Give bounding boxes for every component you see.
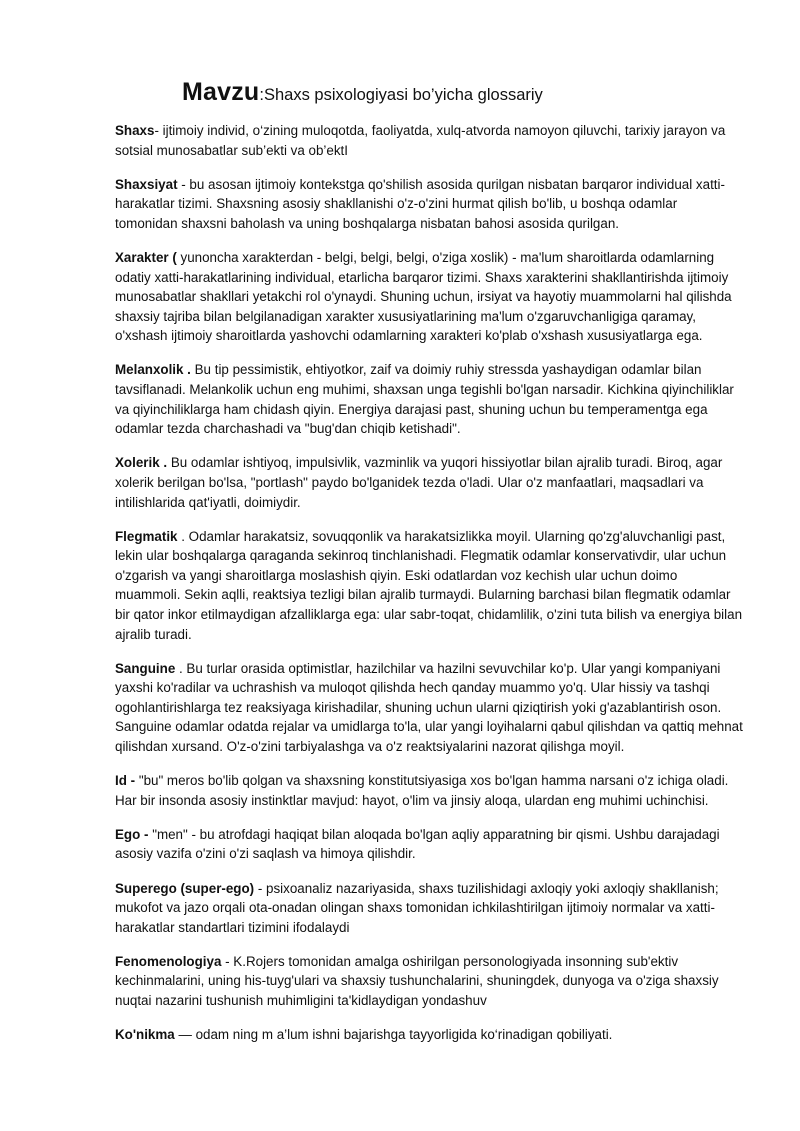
title-subtitle: :Shaxs psixologiyasi bo’yicha glossariy — [259, 86, 543, 104]
glossary-definition: . Bu turlar orasida optimistlar, hazilchilar va hazilni sevuvchilar ko'p. Ular yangi kompaniyani yaxshi ko'radilar va uchrashish va muloqot qilishda hech qanday muammo yo'q. Ular hissiy va tashqi ogohlantirishlarga tez reaksiyaga kirishadilar, shuning uchun ularni qiziqtirish yoki g'azablantirish oson. Sanguine odamlar odatda rejalar va umidlarga to'la, ular yangi loyihalarni qabul qilishdan va qattiq mehnat qilishdan xursand. O'z-o'zini tarbiyalashga va o'z reaktsiyalarini nazorat qilishga moyil. — [115, 660, 743, 755]
glossary-entry-sanguine — [115, 659, 743, 757]
glossary-definition: Bu tip pessimistik, ehtiyotkor, zaif va doimiy ruhiy stressda yashaydigan odamlar bilan tavsiflanadi. Melankolik uchun eng muhimi, shaxsan unga tegishli bo'lgan narsadir. Kichkina qiyinchiliklar va qiyinchiliklarga ham chidash qiyin. Energiya darajasi past, shuning uchun bu temperamentga ega odamlar tezda charchashadi va "bug'dan chiqib ketishadi". — [115, 362, 734, 437]
glossary-entry-xolerik — [115, 453, 743, 512]
glossary-term: Melanxolik . — [115, 362, 191, 378]
glossary-definition: - ijtimoiy individ, o‘zining muloqotda, faoliyatda, xulq-atvorda namoyon qiluvchi, tarixiy jarayon va sotsial munosabatlar sub’ekti va ob’ektI — [115, 123, 726, 158]
glossary-entry-flegmatik — [115, 527, 743, 645]
glossary-entry-fenomenologiya — [115, 952, 743, 1011]
glossary-term: Xarakter ( — [115, 249, 177, 265]
glossary-list — [115, 121, 743, 1059]
glossary-definition: "men" - bu atrofdagi haqiqat bilan aloqada bo'lgan aqliy apparatning bir qismi. Ushbu darajadagi asosiy vazifa o'zini o'zi saqlash va himoya qilishdir. — [115, 826, 720, 862]
glossary-definition: - K.Rojers tomonidan amalga oshirilgan personologiyada insonning sub'ektiv kechinmalarini, uning his-tuyg'ulari va shaxsiy tushunchalarini, shuningdek, dunyoga va o'ziga shaxsiy nuqtai nazarini tushunish muhimligini ta'kidlaydigan yondashuv — [115, 953, 719, 1008]
glossary-definition: - psixoanaliz nazariyasida, shaxs tuzilishidagi axloqiy yoki axloqiy shakllanish; mukofot va jazo orqali ota-onadan olingan shaxs tomonidan ichkilashtirilgan ijtimoiy normalar va xatti-harakatlar standartlari tizimini ifodalaydi — [115, 880, 719, 935]
glossary-entry-superego — [115, 879, 743, 938]
page-title — [182, 78, 543, 107]
glossary-term: Ego - — [115, 826, 149, 842]
glossary-entry-xarakter — [115, 248, 743, 346]
glossary-entry-shaxsiyat — [115, 175, 743, 234]
glossary-entry-konikma — [115, 1025, 743, 1045]
glossary-term: Shaxs — [115, 123, 155, 138]
glossary-term: Flegmatik — [115, 528, 178, 544]
glossary-definition: — odam ning m a’lum ishni bajarishga tayyorligida ko‘rinadigan qobiliyati. — [174, 1027, 613, 1043]
glossary-entry-melanxolik — [115, 360, 743, 438]
glossary-term: Shaxsiyat — [115, 176, 178, 192]
glossary-entry-shaxs — [115, 121, 743, 160]
glossary-definition: yunoncha xarakterdan - belgi, belgi, belgi, o'ziga xoslik) - ma'lum sharoitlarda odamlarning odatiy xatti-harakatlarining individual, etarlicha barqaror tizimi. Shaxs xarakterini shakllantirishda ijtimoiy munosabatlar shakllari yetakchi rol o'ynaydi. Shuning uchun, irsiyat va hayotiy muammolarni hal qilishda shaxsiy tajriba bilan belgilanadigan xarakter xususiyatlarining ma'lum o'zgaruvchanligiga qaramay, o'xshash ijtimoiy sharoitlarda yashovchi odamlarning xarakteri ko'plab o'xshash xususiyatlarga ega. — [115, 249, 732, 344]
glossary-term: Id - — [115, 773, 136, 789]
title-main: Mavzu — [182, 78, 260, 106]
glossary-entry-ego — [115, 825, 743, 864]
glossary-term: Fenomenologiya — [115, 953, 222, 969]
glossary-term: Superego (super-ego) — [115, 880, 255, 896]
glossary-entry-id — [115, 771, 743, 810]
glossary-definition: - bu asosan ijtimoiy kontekstga qo'shilish asosida qurilgan nisbatan barqaror individual xatti-harakatlar tizimi. Shaxsning asosiy shakllanishi o'z-o'zini hurmat qilish bo'lib, u boshqa odamlar tomonidan shaxsni baholash va uning boshqalarga nisbatan bahosi asosida qurilgan. — [115, 176, 725, 231]
glossary-term: Ko'nikma — [115, 1027, 175, 1043]
glossary-term: Xolerik . — [115, 455, 168, 471]
glossary-term: Sanguine — [115, 660, 176, 676]
glossary-definition: "bu" meros bo'lib qolgan va shaxsning konstitutsiyasiga xos bo'lgan hamma narsani o'z ichiga oladi. Har bir insonda asosiy instinktlar mavjud: hayot, o'lim va jinsiy aloqa, ulardan eng muhimi uchinchisi. — [115, 773, 729, 808]
glossary-definition: . Odamlar harakatsiz, sovuqqonlik va harakatsizlikka moyil. Ularning qo'zg'aluvchanligi past, lekin ular boshqalarga qaraganda sekinroq tinchlanishadi. Flegmatik odamlar konservativdir, ular uchun o'zgarish va yangi sharoitlarga moslashish qiyin. Eski odatlardan voz kechish ular uchun doimo muammoli. Sekin aqlli, reaktsiya tezligi bilan ajralib turmaydi. Bularning barchasi bilan flegmatik odamlar bir qator inkor etilmaydigan afzalliklarga ega: ular sabr-toqat, chidamlilik, o'zini tuta bilish va energiya bilan ajralib turadi. — [115, 528, 743, 642]
glossary-definition: Bu odamlar ishtiyoq, impulsivlik, vazminlik va yuqori hissiyotlar bilan ajralib turadi. Biroq, agar xolerik berilgan bo'lsa, "portlash" paydo bo'lganidek tezda o'ladi. Ular o'z manfaatlari, maqsadlari va intilishlarida qat'iyatli, doimiydir. — [115, 455, 723, 510]
